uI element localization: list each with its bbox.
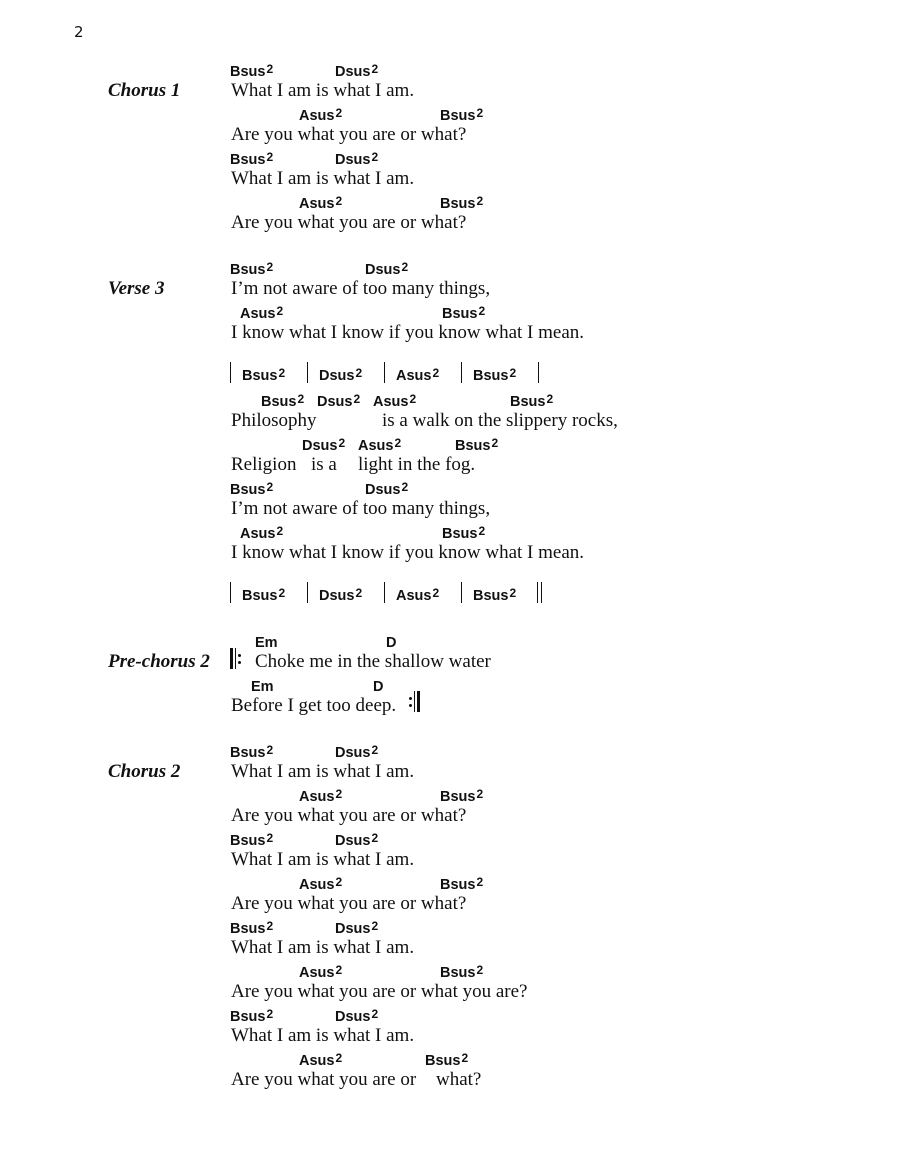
chord-dsus2: Dsus$^2$	[335, 62, 379, 80]
chord-bsus2: Bsus$^2$	[425, 1051, 469, 1069]
chord-bsus2: Bsus$^2$	[440, 787, 484, 805]
chord-bsus2: Bsus$^2$	[230, 62, 274, 80]
chord-bsus2: Bsus$^2$	[242, 586, 286, 604]
chord-asus2: Asus$^2$	[373, 392, 417, 410]
repeat-start-dot	[238, 654, 241, 657]
chord-em: Em	[251, 679, 274, 695]
chord-asus2: Asus$^2$	[299, 875, 343, 893]
chord-bsus2: Bsus$^2$	[455, 436, 499, 454]
chord-em: Em	[255, 635, 278, 651]
chord-asus2: Asus$^2$	[299, 106, 343, 124]
chord-dsus2: Dsus$^2$	[335, 919, 379, 937]
repeat-start-sign	[230, 648, 233, 669]
chord-asus2: Asus$^2$	[299, 963, 343, 981]
lyric-line: What I am is what I am.	[231, 761, 415, 782]
lyric-line: Are you what you are or what?	[231, 805, 467, 826]
lyric-line: I’m not aware of too many things,	[231, 278, 491, 299]
repeat-end-sign	[417, 691, 420, 712]
lyric-line: What I am is what I am.	[231, 1025, 415, 1046]
section-label-chorus-2: Chorus 2	[108, 761, 181, 782]
chord-dsus2: Dsus$^2$	[335, 743, 379, 761]
section-label-chorus-1: Chorus 1	[108, 80, 181, 101]
chord-asus2: Asus$^2$	[299, 194, 343, 212]
chord-bsus2: Bsus$^2$	[510, 392, 554, 410]
lyric-line: Are you what you are or what?	[231, 893, 467, 914]
lyric-line: is a walk on the slippery rocks,	[382, 410, 618, 431]
lyric-line: light in the fog.	[358, 454, 476, 475]
bar-line	[307, 362, 308, 383]
chord-dsus2: Dsus$^2$	[365, 260, 409, 278]
repeat-end-dot	[409, 697, 412, 700]
lyric-line: What I am is what I am.	[231, 937, 415, 958]
chord-dsus2: Dsus$^2$	[365, 480, 409, 498]
chord-d: D	[373, 679, 384, 695]
chord-bsus2: Bsus$^2$	[230, 831, 274, 849]
lyric-line: Before I get too deep.	[231, 695, 397, 716]
lyric-line: What I am is what I am.	[231, 80, 415, 101]
lyric-line: Choke me in the shallow water	[255, 651, 491, 672]
chord-bsus2: Bsus$^2$	[230, 260, 274, 278]
chord-bsus2: Bsus$^2$	[473, 586, 517, 604]
chord-bsus2: Bsus$^2$	[230, 480, 274, 498]
lyric-line: Are you what you are or	[231, 1069, 417, 1090]
page-number: 2	[74, 23, 84, 41]
lyric-line: I know what I know if you know what I mean.	[231, 542, 585, 563]
lyric-line: Are you what you are or what?	[231, 124, 467, 145]
chord-dsus2: Dsus$^2$	[335, 150, 379, 168]
chord-bsus2: Bsus$^2$	[473, 366, 517, 384]
chord-bsus2: Bsus$^2$	[440, 106, 484, 124]
chord-asus2: Asus$^2$	[396, 586, 440, 604]
chord-asus2: Asus$^2$	[396, 366, 440, 384]
lyric-line: is a	[311, 454, 337, 475]
chord-bsus2: Bsus$^2$	[242, 366, 286, 384]
lyric-line: I know what I know if you know what I mean.	[231, 322, 585, 343]
chord-bsus2: Bsus$^2$	[230, 1007, 274, 1025]
bar-line	[384, 582, 385, 603]
lyric-line: Religion	[231, 454, 297, 475]
chord-bsus2: Bsus$^2$	[230, 150, 274, 168]
chord-dsus2: Dsus$^2$	[319, 586, 363, 604]
lyric-line: what?	[436, 1069, 482, 1090]
chord-bsus2: Bsus$^2$	[261, 392, 305, 410]
lyric-line: Are you what you are or what you are?	[231, 981, 528, 1002]
chord-asus2: Asus$^2$	[240, 304, 284, 322]
chord-dsus2: Dsus$^2$	[302, 436, 346, 454]
lyric-line: Philosophy	[231, 410, 317, 431]
section-label-pre-chorus-2: Pre-chorus 2	[108, 651, 210, 672]
chord-bsus2: Bsus$^2$	[442, 304, 486, 322]
chord-bsus2: Bsus$^2$	[440, 194, 484, 212]
bar-line	[230, 362, 231, 383]
double-bar-line	[541, 582, 542, 603]
chord-dsus2: Dsus$^2$	[319, 366, 363, 384]
bar-line	[461, 582, 462, 603]
section-label-verse-3: Verse 3	[108, 278, 165, 299]
repeat-start-sign	[235, 648, 236, 669]
chord-dsus2: Dsus$^2$	[335, 831, 379, 849]
bar-line	[461, 362, 462, 383]
chord-asus2: Asus$^2$	[299, 787, 343, 805]
repeat-end-sign	[414, 691, 415, 712]
chord-bsus2: Bsus$^2$	[230, 743, 274, 761]
chord-d: D	[386, 635, 397, 651]
lyric-line: What I am is what I am.	[231, 168, 415, 189]
bar-line	[307, 582, 308, 603]
chord-asus2: Asus$^2$	[299, 1051, 343, 1069]
lyric-line: I’m not aware of too many things,	[231, 498, 491, 519]
chord-dsus2: Dsus$^2$	[317, 392, 361, 410]
lyric-line: Are you what you are or what?	[231, 212, 467, 233]
bar-line	[384, 362, 385, 383]
double-bar-line	[537, 582, 538, 603]
chord-dsus2: Dsus$^2$	[335, 1007, 379, 1025]
chord-bsus2: Bsus$^2$	[442, 524, 486, 542]
chord-asus2: Asus$^2$	[240, 524, 284, 542]
repeat-start-dot	[238, 661, 241, 664]
bar-line	[538, 362, 539, 383]
lyric-line: What I am is what I am.	[231, 849, 415, 870]
chord-bsus2: Bsus$^2$	[230, 919, 274, 937]
bar-line	[230, 582, 231, 603]
chord-asus2: Asus$^2$	[358, 436, 402, 454]
chord-bsus2: Bsus$^2$	[440, 875, 484, 893]
chord-bsus2: Bsus$^2$	[440, 963, 484, 981]
repeat-end-dot	[409, 704, 412, 707]
